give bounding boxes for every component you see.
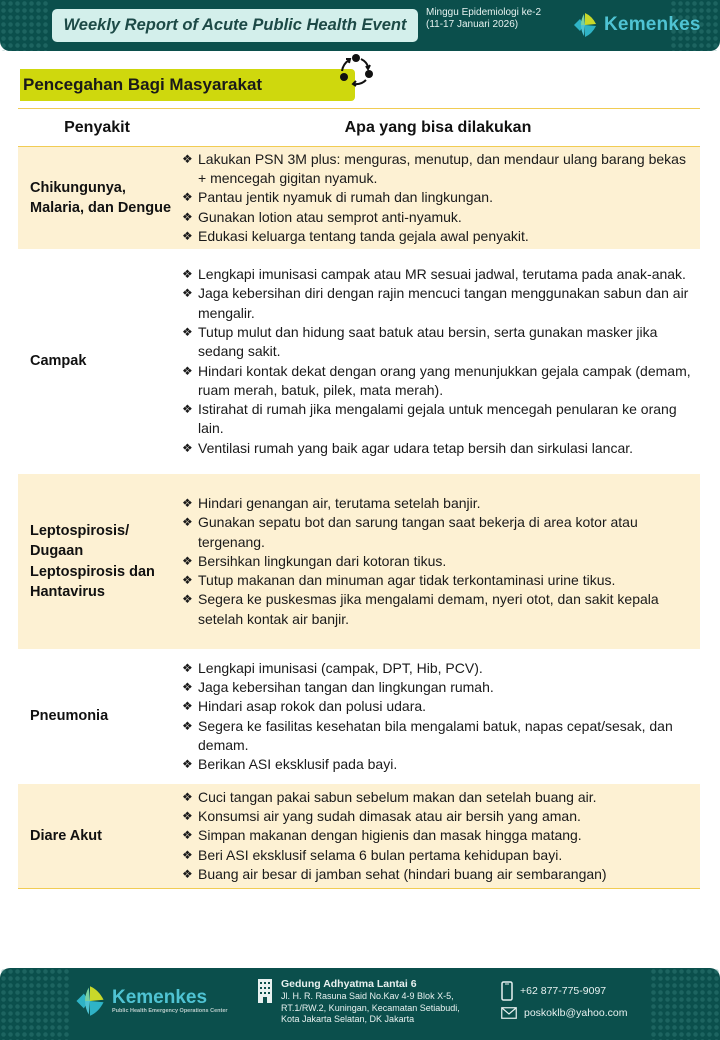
- action-item: ❖ Gunakan lotion atau semprot anti-nyamuk.: [180, 208, 694, 227]
- action-item: ❖ Hindari genangan air, terutama setelah banjir.: [180, 494, 694, 513]
- phone-icon: [501, 981, 513, 1001]
- address-line: RT.1/RW.2, Kuningan, Kecamatan Setiabudi,: [281, 1002, 460, 1013]
- action-item: ❖ Edukasi keluarga tentang tanda gejala awal penyakit.: [180, 227, 694, 246]
- action-item: ❖ Tutup mulut dan hidung saat batuk atau bersin, serta gunakan masker jika sedang sakit.: [180, 323, 694, 362]
- action-item: ❖ Hindari asap rokok dan polusi udara.: [180, 697, 694, 716]
- cycle-arrows-icon: [337, 53, 375, 89]
- column-header-actions: Apa yang bisa dilakukan: [344, 118, 532, 136]
- report-footer: [0, 968, 720, 1040]
- table-row: [18, 474, 700, 649]
- action-item: ❖ Jaga kebersihan diri dengan rajin mencuci tangan menggunakan sabun dan air mengalir.: [180, 284, 694, 323]
- action-list: [180, 654, 700, 780]
- table-row: [18, 249, 700, 474]
- epi-week-dates: (11-17 Januari 2026): [426, 19, 519, 30]
- footer-contact: [501, 980, 627, 1024]
- action-item: ❖ Hindari kontak dekat dengan orang yang menunjukkan gejala campak (demam, ruam merah, batuk, pilek, mata merah).: [180, 362, 694, 401]
- action-item: ❖ Gunakan sepatu bot dan sarung tangan saat bekerja di area kotor atau tergenang.: [180, 513, 694, 552]
- phone-number: +62 877-775-9097: [520, 985, 607, 997]
- footer-brand-subtitle: Public Health Emergency Operations Center: [112, 1008, 228, 1014]
- action-item: ❖ Jaga kebersihan tangan dan lingkungan rumah.: [180, 678, 694, 697]
- action-item: ❖ Tutup makanan dan minuman agar tidak terkontaminasi urine tikus.: [180, 571, 694, 590]
- action-item: ❖ Lakukan PSN 3M plus: menguras, menutup, dan mendaur ulang barang bekas + mencegah gigitan nyamuk.: [180, 150, 694, 189]
- batik-pattern-decoration: [0, 0, 50, 51]
- brand-name: Kemenkes: [604, 14, 701, 35]
- action-item: ❖ Simpan makanan dengan higienis dan masak hingga matang.: [180, 826, 694, 845]
- kemenkes-logo: [572, 12, 701, 38]
- action-list: [180, 489, 700, 634]
- envelope-icon: [501, 1007, 517, 1019]
- action-item: ❖ Segera ke fasilitas kesehatan bila mengalami batuk, napas cepat/sesak, dan demam.: [180, 717, 694, 756]
- action-list: [180, 260, 700, 463]
- section-title: Pencegahan Bagi Masyarakat: [20, 69, 355, 101]
- disease-name: Pneumonia: [30, 708, 109, 725]
- report-header: [0, 0, 720, 51]
- action-item: ❖ Lengkapi imunisasi campak atau MR sesuai jadwal, terutama pada anak-anak.: [180, 265, 694, 284]
- disease-name: Leptospirosis/ Dugaan Leptospirosis dan Hantavirus: [30, 522, 155, 600]
- building-name: Gedung Adhyatma Lantai 6: [281, 978, 417, 990]
- table-header: [18, 109, 700, 147]
- building-icon: [257, 978, 273, 1004]
- phone-contact: [501, 980, 627, 1002]
- action-item: ❖ Pantau jentik nyamuk di rumah dan lingkungan.: [180, 188, 694, 207]
- address-line: Kota Jakarta Selatan, DK Jakarta: [281, 1014, 415, 1024]
- disease-name: Chikungunya, Malaria, dan Dengue: [30, 179, 172, 216]
- kemenkes-logo-icon: [74, 984, 106, 1018]
- table-row: [18, 649, 700, 784]
- epi-week-info: [426, 7, 541, 31]
- action-item: ❖ Beri ASI eksklusif selama 6 bulan pertama kehidupan bayi.: [180, 846, 694, 865]
- footer-brand-name: Kemenkes: [112, 987, 208, 1008]
- batik-pattern-decoration: [650, 968, 720, 1040]
- action-item: ❖ Ventilasi rumah yang baik agar udara tetap bersih dan sirkulasi lancar.: [180, 439, 694, 458]
- table-row: [18, 784, 700, 889]
- epi-week-label: Minggu Epidemiologi ke-2: [426, 7, 542, 18]
- action-item: ❖ Bersihkan lingkungan dari kotoran tikus.: [180, 552, 694, 571]
- prevention-table: [18, 108, 700, 889]
- table-row: [18, 147, 700, 249]
- action-list: [180, 145, 700, 251]
- disease-name: Diare Akut: [30, 827, 102, 844]
- email-address[interactable]: poskoklb@yahoo.com: [524, 1007, 628, 1019]
- column-header-disease: Penyakit: [64, 118, 130, 136]
- action-item: ❖ Berikan ASI eksklusif pada bayi.: [180, 755, 694, 774]
- action-item: ❖ Cuci tangan pakai sabun sebelum makan dan setelah buang air.: [180, 788, 694, 807]
- footer-kemenkes-logo: [74, 984, 228, 1018]
- action-item: ❖ Istirahat di rumah jika mengalami gejala untuk mencegah penularan ke orang lain.: [180, 400, 694, 439]
- action-item: ❖ Segera ke puskesmas jika mengalami demam, nyeri otot, dan sakit kepala setelah kontak air banjir.: [180, 590, 694, 629]
- batik-pattern-decoration: [0, 968, 70, 1040]
- action-item: ❖ Buang air besar di jamban sehat (hindari buang air sembarangan): [180, 865, 694, 884]
- footer-address: [257, 978, 460, 1026]
- action-item: ❖ Lengkapi imunisasi (campak, DPT, Hib, PCV).: [180, 659, 694, 678]
- kemenkes-logo-icon: [572, 12, 598, 38]
- disease-name: Campak: [30, 353, 87, 370]
- address-line: Jl. H. R. Rasuna Said No.Kav 4-9 Blok X-5,: [281, 991, 454, 1001]
- report-title: Weekly Report of Acute Public Health Event: [52, 9, 418, 42]
- email-contact: [501, 1002, 627, 1024]
- action-list: [180, 783, 700, 889]
- action-item: ❖ Konsumsi air yang sudah dimasak atau air bersih yang aman.: [180, 807, 694, 826]
